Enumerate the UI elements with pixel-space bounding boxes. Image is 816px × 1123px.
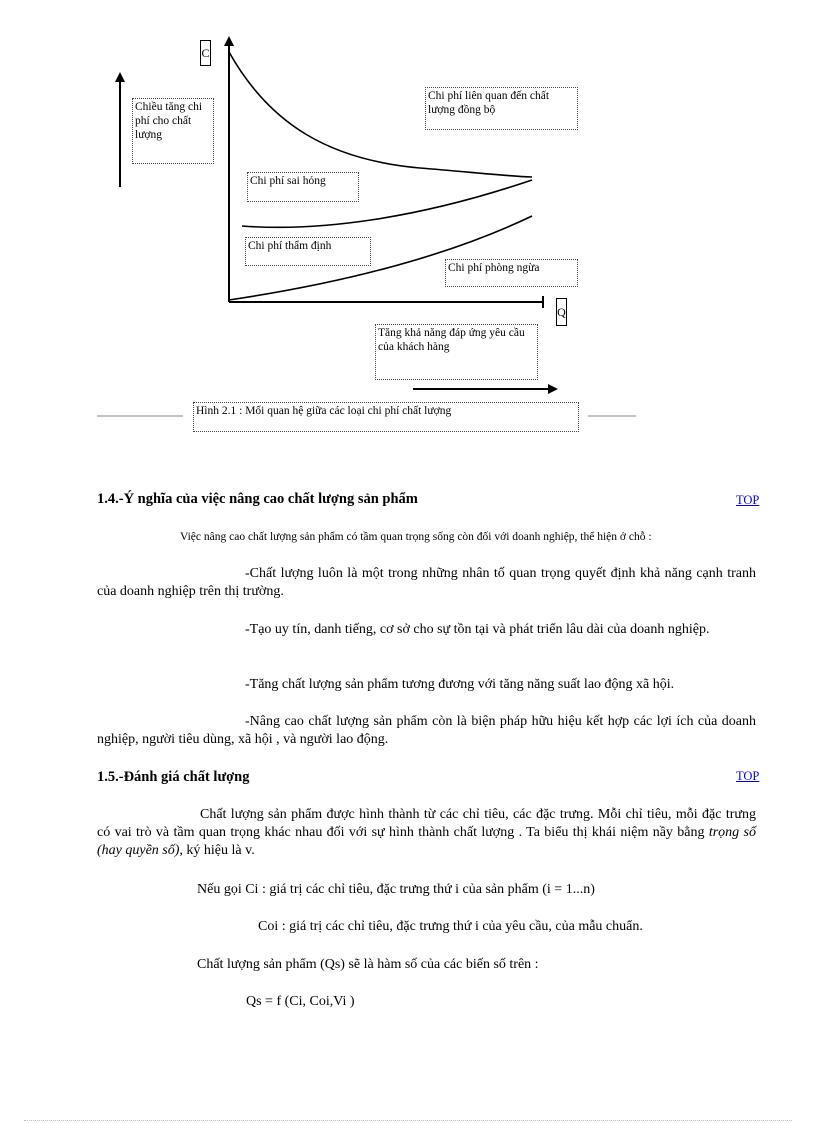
cost-quality-figure — [0, 0, 816, 440]
definition-coi: Coi : giá trị các chỉ tiêu, đặc trưng thứ i của yêu cầu, của mẫu chuẩn. — [258, 919, 643, 934]
x-axis-label: Q — [556, 298, 567, 326]
label-prevention-cost: Chi phí phòng ngừa — [445, 259, 578, 287]
label-failure-cost: Chi phí sai hỏng — [247, 172, 359, 202]
quality-formula: Qs = f (Ci, Coi,Vi ) — [246, 994, 355, 1009]
label-appraisal-cost: Chi phí thẩm định — [245, 237, 371, 266]
section-1-4-intro: Việc nâng cao chất lượng sản phẩm có tầm quan trọng sống còn đối với doanh nghiệp, thể hiện ở chỗ : — [180, 531, 652, 543]
left-arrow-label: Chiều tăng chi phí cho chất lượng — [132, 98, 214, 164]
bottom-arrow-label: Tăng khả năng đáp ứng yêu cầu của khách hàng — [375, 324, 538, 380]
para-text-end: , ký hiệu là v. — [179, 843, 255, 858]
para-weight-term: trọng số (hay quyền số) — [97, 825, 756, 858]
point-2: -Tạo uy tín, danh tiếng, cơ sở cho sự tồn tại và phát triển lâu dài của doanh nghiệp. — [245, 622, 710, 637]
definition-ci: Nếu gọi Ci : giá trị các chỉ tiêu, đặc trưng thứ i của sản phẩm (i = 1...n) — [197, 882, 595, 897]
para-text-start: Chất lượng sản phẩm được hình thành từ các chỉ tiêu, các đặc trưng. Mỗi chỉ tiêu, mỗi đặc trưng có vai trò và tầm quan trọng khác nhau đối với sự hình thành chất lượng . Ta biểu thị khái niệm nầy bằng — [97, 807, 756, 840]
y-axis-label: C — [200, 40, 211, 66]
figure-caption: Hình 2.1 : Mối quan hệ giữa các loại chi phí chất lượng — [193, 402, 579, 432]
top-link-2[interactable]: TOP — [736, 769, 760, 783]
top-link-1[interactable]: TOP — [736, 493, 760, 507]
page-bottom-rule — [24, 1120, 792, 1121]
label-sync-cost: Chi phí liên quan đến chất lượng đồng bộ — [425, 87, 578, 130]
section-1-5-paragraph — [97, 806, 756, 860]
point-4: -Nâng cao chất lượng sản phẩm còn là biện pháp hữu hiệu kết hợp các lợi ích của doanh nghiệp, người tiêu dùng, xã hội , và người lao động. — [97, 714, 756, 747]
point-1: -Chất lượng luôn là một trong những nhân tố quan trọng quyết định khả năng cạnh tranh của doanh nghiệp trên thị trường. — [97, 566, 756, 599]
definition-qs: Chất lượng sản phẩm (Qs) sẽ là hàm số của các biến số trên : — [197, 957, 539, 972]
section-1-5-title: 1.5.-Đánh giá chất lượng — [97, 769, 250, 785]
section-1-4-title: 1.4.-Ý nghĩa của việc nâng cao chất lượng sản phẩm — [97, 491, 418, 507]
point-3: -Tăng chất lượng sản phẩm tương đương với tăng năng suất lao động xã hội. — [245, 677, 675, 692]
